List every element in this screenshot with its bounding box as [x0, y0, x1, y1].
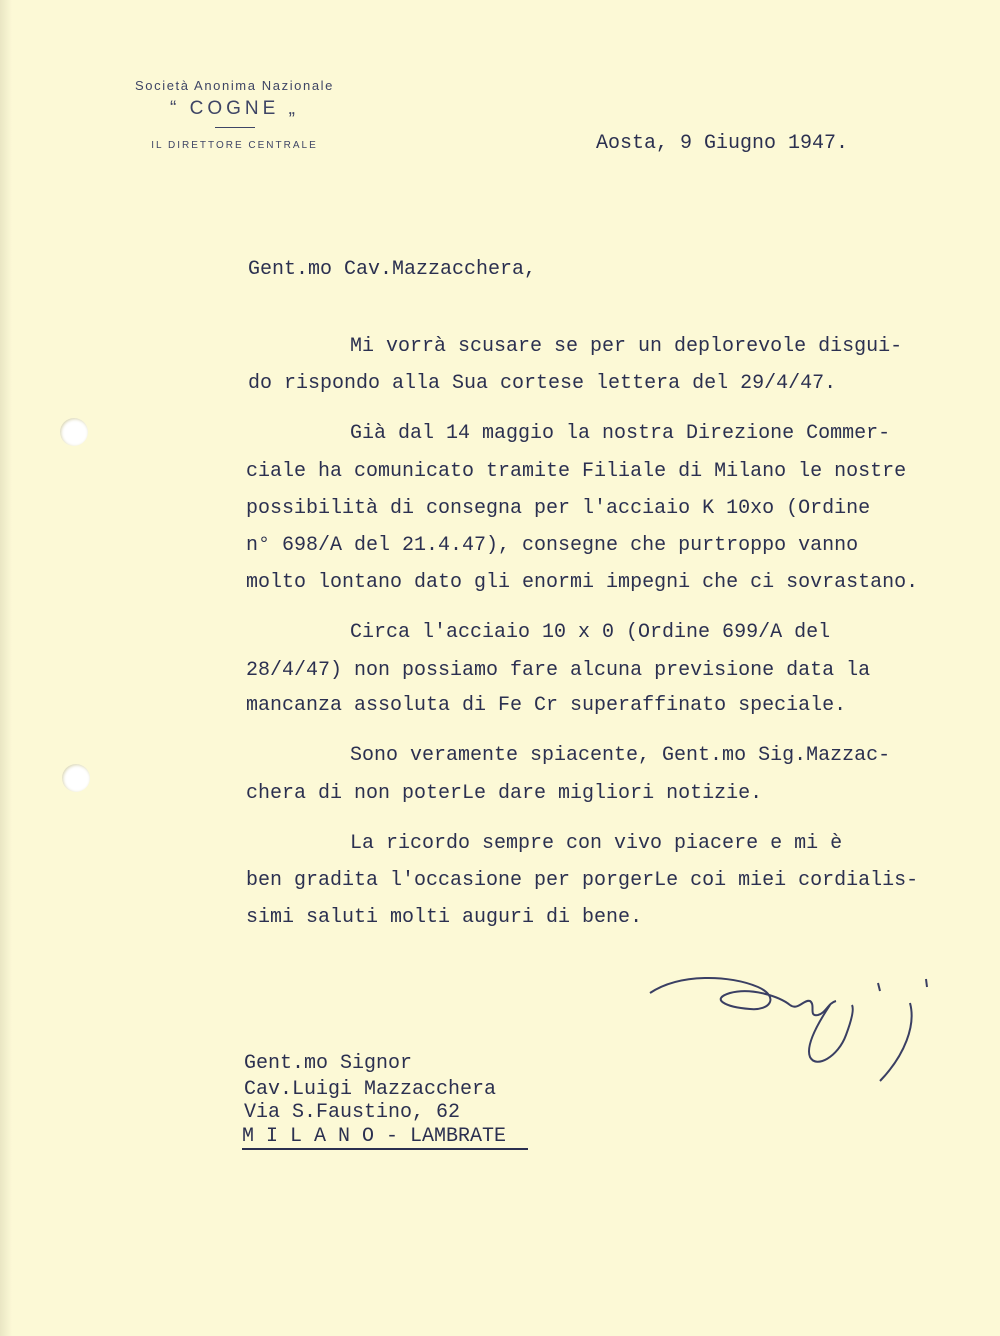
body-line: mancanza assoluta di Fe Cr superaffinato speciale.: [246, 694, 847, 717]
body-line: Già dal 14 maggio la nostra Direzione Commer-: [350, 422, 891, 445]
body-line: Circa l'acciaio 10 x 0 (Ordine 699/A del: [350, 621, 831, 644]
letterhead-name: “ COGNE „: [170, 98, 299, 119]
page-edge-shadow: [0, 0, 12, 1336]
punch-hole-bottom: [62, 764, 90, 792]
letterhead: [92, 76, 377, 151]
punch-hole-top: [60, 418, 88, 446]
body-line: Mi vorrà scusare se per un deplorevole disgui-: [350, 335, 903, 358]
recipient-city: M I L A N O - LAMBRATE: [242, 1125, 507, 1148]
body-line: molto lontano dato gli enormi impegni che ci sovrastano.: [246, 571, 919, 594]
body-line: ben gradita l'occasione per porgerLe coi miei cordialis-: [246, 869, 919, 892]
body-line: chera di non poterLe dare migliori notizie.: [246, 782, 763, 805]
letterhead-role: IL DIRETTORE CENTRALE: [151, 140, 318, 151]
body-line: n° 698/A del 21.4.47), consegne che purtroppo vanno: [246, 534, 859, 557]
recipient-line: Via S.Faustino, 62: [244, 1101, 461, 1124]
recipient-underline: [242, 1148, 528, 1150]
body-line: possibilità di consegna per l'acciaio K 10xo (Ordine: [246, 497, 871, 520]
recipient-line: Gent.mo Signor: [244, 1052, 413, 1075]
body-line: ciale ha comunicato tramite Filiale di Milano le nostre: [246, 460, 907, 483]
body-line: La ricordo sempre con vivo piacere e mi è: [350, 832, 843, 855]
letterhead-company: Società Anonima Nazionale: [135, 78, 334, 93]
body-line: simi saluti molti auguri di bene.: [246, 906, 643, 929]
letterhead-divider: [215, 127, 255, 128]
salutation: Gent.mo Cav.Mazzacchera,: [248, 258, 537, 281]
recipient-line: Cav.Luigi Mazzacchera: [244, 1078, 497, 1101]
body-line: 28/4/47) non possiamo fare alcuna previsione data la: [246, 659, 871, 682]
signature-icon: [640, 965, 940, 1085]
body-line: do rispondo alla Sua cortese lettera del 29/4/47.: [248, 372, 837, 395]
body-line: Sono veramente spiacente, Gent.mo Sig.Mazzac-: [350, 744, 891, 767]
letter-date: Aosta, 9 Giugno 1947.: [596, 132, 849, 155]
